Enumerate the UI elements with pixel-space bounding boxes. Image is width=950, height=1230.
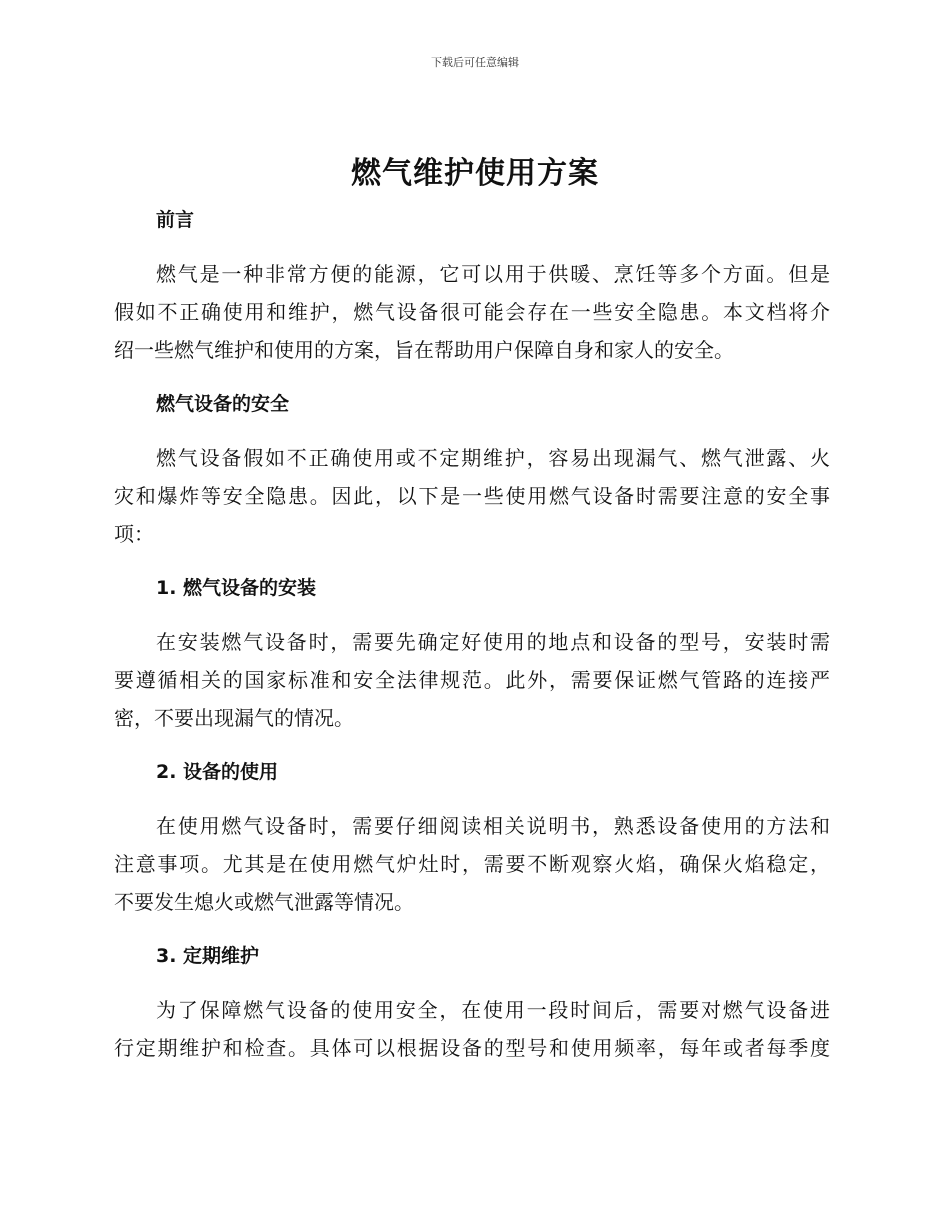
- paragraph-line: 灾和爆炸等安全隐患。因此，以下是一些使用燃气设备时需要注意的安全事: [114, 484, 830, 508]
- section-heading-maintenance: 3. 定期维护: [156, 945, 260, 967]
- page-header-note: 下载后可任意编辑: [431, 56, 519, 69]
- section-heading-safety: 燃气设备的安全: [156, 393, 290, 415]
- document-title: 燃气维护使用方案: [351, 156, 599, 191]
- paragraph-line: 行定期维护和检查。具体可以根据设备的型号和使用频率，每年或者每季度: [114, 1036, 830, 1060]
- section-paragraph-maintenance: [114, 991, 830, 1067]
- section-paragraph-safety: [114, 439, 830, 553]
- document-body: [114, 201, 830, 1083]
- paragraph-line: 不要发生熄火或燃气泄露等情况。: [114, 890, 414, 914]
- paragraph-line: 绍一些燃气维护和使用的方案，旨在帮助用户保障自身和家人的安全。: [114, 338, 734, 362]
- paragraph-line: 假如不正确使用和维护，燃气设备很可能会存在一些安全隐患。本文档将介: [114, 300, 830, 324]
- section-heading-preface: 前言: [156, 209, 195, 231]
- section-heading-usage: 2. 设备的使用: [156, 761, 279, 783]
- paragraph-line: 在使用燃气设备时，需要仔细阅读相关说明书，熟悉设备使用的方法和: [156, 814, 830, 838]
- paragraph-line: 燃气设备假如不正确使用或不定期维护，容易出现漏气、燃气泄露、火: [156, 446, 830, 470]
- section-paragraph-usage: [114, 807, 830, 921]
- paragraph-line: 要遵循相关的国家标准和安全法律规范。此外，需要保证燃气管路的连接严: [114, 668, 830, 692]
- paragraph-line: 注意事项。尤其是在使用燃气炉灶时，需要不断观察火焰，确保火焰稳定，: [114, 852, 830, 876]
- paragraph-line: 燃气是一种非常方便的能源，它可以用于供暖、烹饪等多个方面。但是: [156, 262, 830, 286]
- paragraph-line: 密，不要出现漏气的情况。: [114, 706, 354, 730]
- paragraph-line: 项：: [114, 522, 154, 546]
- paragraph-line: 在安装燃气设备时，需要先确定好使用的地点和设备的型号，安装时需: [156, 630, 830, 654]
- paragraph-line: 为了保障燃气设备的使用安全，在使用一段时间后，需要对燃气设备进: [156, 998, 830, 1022]
- section-heading-installation: 1. 燃气设备的安装: [156, 577, 317, 599]
- section-paragraph-preface: [114, 255, 830, 369]
- section-paragraph-installation: [114, 623, 830, 737]
